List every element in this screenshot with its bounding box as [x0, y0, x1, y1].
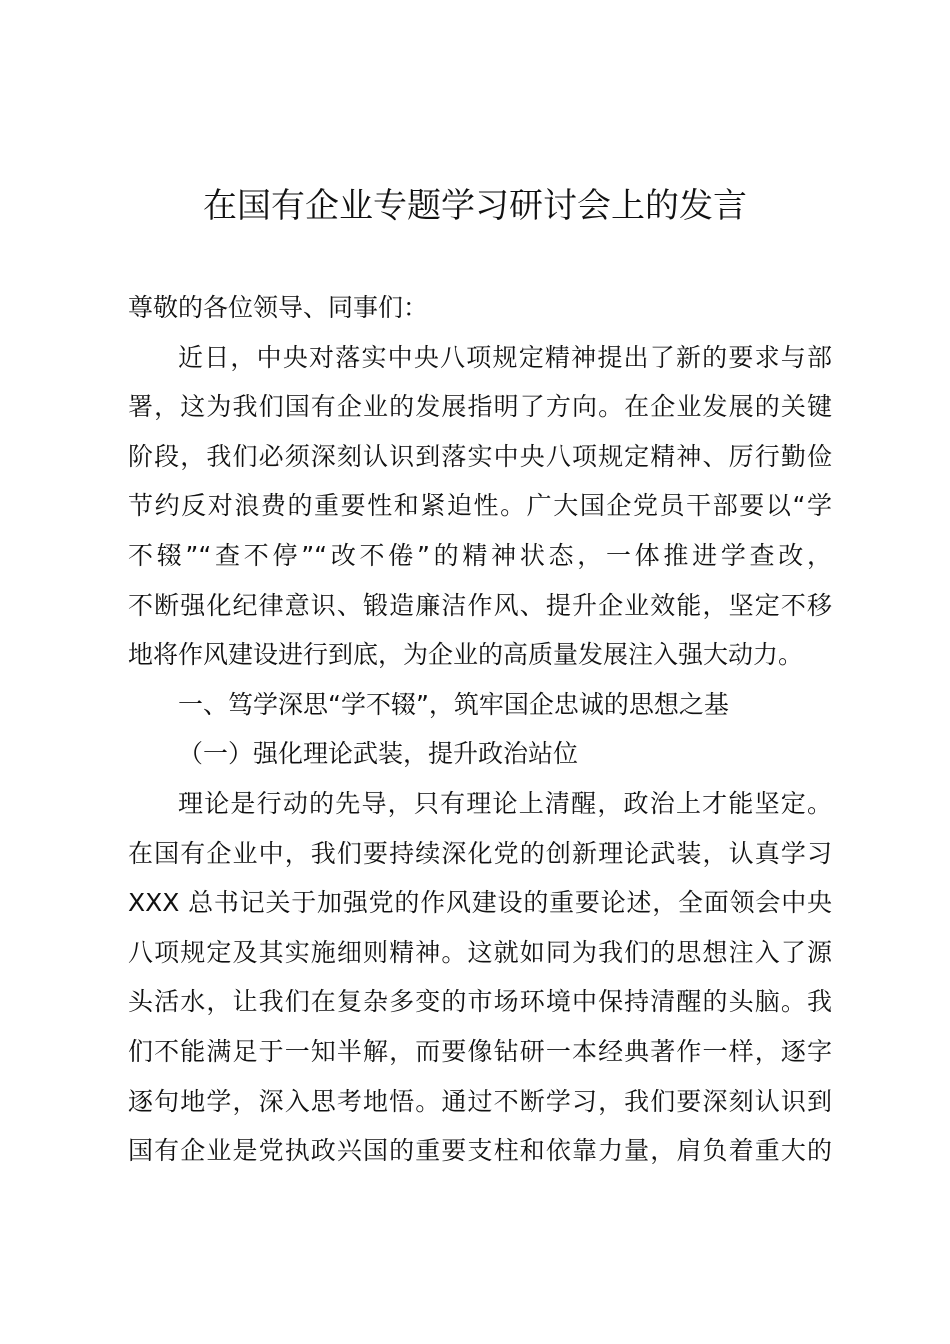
paragraph-line: 近日，中央对落实中央八项规定精神提出了新的要求与部 — [178, 342, 832, 372]
document-body — [128, 283, 832, 1176]
paragraph-line: 不断强化纪律意识、锻造廉洁作风、提升企业效能，坚定不移 — [128, 590, 832, 620]
paragraph-line: 不辍”“查不停”“改不倦”的精神状态，一体推进学查改， — [128, 540, 832, 570]
paragraph-line: 地将作风建设进行到底，为企业的高质量发展注入强大动力。 — [128, 640, 804, 670]
paragraph-line: 们不能满足于一知半解，而要像钻研一本经典著作一样，逐字 — [128, 1036, 832, 1066]
subsection-heading: （一）强化理论武装，提升政治站位 — [178, 739, 579, 769]
paragraph-line: XXX 总书记关于加强党的作风建设的重要论述，全面领会中央 — [128, 888, 832, 918]
paragraph-line: 阶段，我们必须深刻认识到落实中央八项规定精神、厉行勤俭 — [128, 441, 832, 471]
paragraph-line: 理论是行动的先导，只有理论上清醒，政治上才能坚定。 — [178, 788, 832, 818]
paragraph-line: 在国有企业中，我们要持续深化党的创新理论武装，认真学习 — [128, 838, 832, 868]
paragraph-line: 署，这为我们国有企业的发展指明了方向。在企业发展的关键 — [128, 392, 832, 422]
document-title: 在国有企业专题学习研讨会上的发言 — [203, 186, 747, 226]
salutation-line: 尊敬的各位领导、同事们： — [128, 293, 429, 322]
section-heading: 一、笃学深思“学不辍”，筑牢国企忠诚的思想之基 — [178, 689, 729, 719]
paragraph-line: 国有企业是党执政兴国的重要支柱和依靠力量，肩负着重大的 — [128, 1136, 832, 1166]
paragraph-line: 节约反对浪费的重要性和紧迫性。广大国企党员干部要以“学 — [128, 491, 832, 521]
paragraph-line: 八项规定及其实施细则精神。这就如同为我们的思想注入了源 — [128, 937, 832, 967]
paragraph-line: 头活水，让我们在复杂多变的市场环境中保持清醒的头脑。我 — [128, 987, 832, 1017]
paragraph-line: 逐句地学，深入思考地悟。通过不断学习，我们要深刻认识到 — [128, 1086, 832, 1116]
